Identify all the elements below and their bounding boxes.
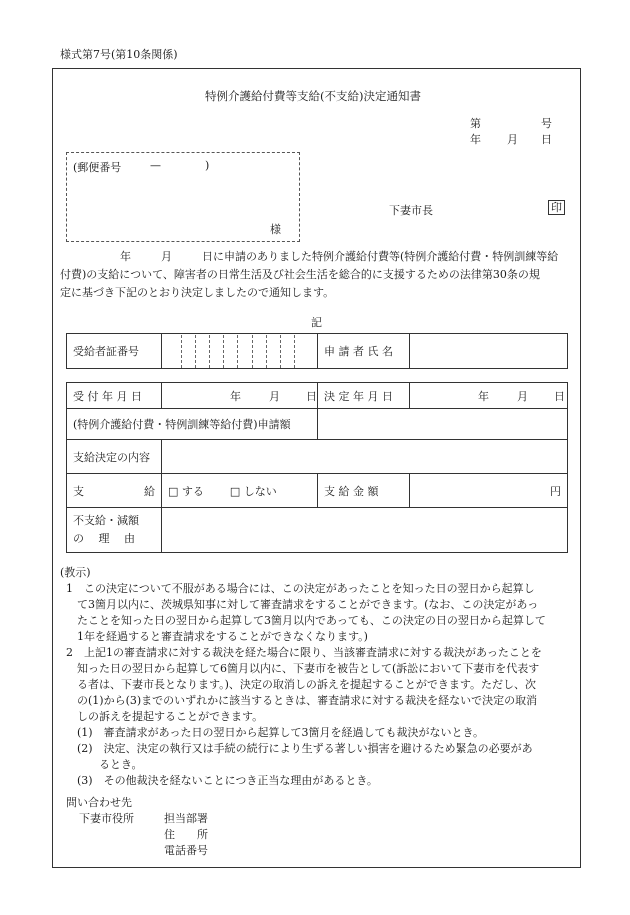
notes-section	[60, 565, 580, 789]
receipt-day: 日	[306, 389, 317, 403]
yen-unit: 円	[550, 484, 561, 498]
decision-day: 日	[554, 389, 565, 403]
note-line: 1 この決定について不服がある場合には、この決定があったことを知った日の翌日から起算し	[66, 582, 535, 595]
content-label: 支給決定の内容	[67, 440, 162, 474]
contact-heading: 問い合わせ先	[66, 796, 132, 809]
receipt-year: 年	[230, 389, 241, 403]
recipient-table	[66, 333, 568, 369]
pay-amount-value[interactable]	[410, 474, 568, 508]
recipient-id-label: 受給者証番号	[67, 334, 162, 369]
intro-month: 月	[161, 250, 172, 263]
issuer-title: 下妻市長	[389, 204, 433, 217]
receipt-date-value[interactable]	[162, 383, 318, 409]
pay-yes-checkbox[interactable]: □ する	[168, 484, 204, 498]
reason-label	[67, 508, 162, 553]
applicant-name-value[interactable]	[410, 334, 568, 369]
doc-date-year: 年	[470, 133, 481, 146]
pay-label	[67, 474, 162, 508]
content-value[interactable]	[162, 440, 568, 474]
contact-phone: 電話番号	[164, 844, 208, 857]
document-title: 特例介護給付費等支給(不支給)決定通知書	[205, 89, 421, 103]
note-line: の(1)から(3)までのいずれかに該当するときは、審査請求に対する裁決を経ないで決定の取消	[66, 694, 538, 707]
doc-number-prefix: 第	[470, 117, 481, 130]
note-line: る者は、下妻市長となります。)、決定の取消しの訴えを提起することができます。ただし、次	[66, 678, 537, 691]
decision-year: 年	[478, 389, 489, 403]
note-line: たことを知った日の翌日から起算して3箇月以内であっても、この決定の日の翌日から起算して	[66, 614, 546, 627]
decision-date-label: 決 定 年 月 日	[318, 383, 410, 409]
intro-line-1	[66, 248, 576, 266]
seal-mark: 印	[548, 200, 565, 215]
note-line: るとき。	[66, 758, 143, 771]
intro-line-2: 付費)の支給について、障害者の日常生活及び社会生活を総合的に支援するための法律第30条の規	[60, 268, 540, 281]
decision-date-value[interactable]	[410, 383, 568, 409]
ki-heading: 記	[311, 316, 322, 329]
reason-value[interactable]	[162, 508, 568, 553]
honorific: 様	[270, 223, 281, 236]
doc-number-suffix: 号	[541, 117, 552, 130]
pay-label-2: 給	[144, 484, 155, 498]
pay-amount-label: 支 給 金 額	[318, 474, 410, 508]
decision-month: 月	[517, 389, 528, 403]
contact-office: 下妻市役所	[79, 812, 134, 825]
decision-table	[66, 382, 568, 553]
note-line: (3) その他裁決を経ないことにつき正当な理由があるとき。	[66, 774, 378, 787]
reason-label-1: 不支給・減額	[73, 514, 139, 527]
doc-date-month: 月	[507, 133, 518, 146]
pay-label-1: 支	[73, 484, 84, 498]
intro-year: 年	[120, 250, 131, 263]
contact-dept: 担当部署	[164, 812, 208, 825]
reason-label-2: の 理 由	[73, 532, 135, 545]
notes-heading: (教示)	[60, 566, 91, 579]
amount-label: (特例介護給付費・特例訓練等給付費)申請額	[67, 409, 318, 440]
note-line: て3箇月以内に、茨城県知事に対して審査請求をすることができます。(なお、この決定があっ	[66, 598, 539, 611]
doc-date-day: 日	[541, 133, 552, 146]
postal-dash: —	[150, 159, 161, 172]
note-line: 1年を経過すると審査請求をすることができなくなります。)	[66, 630, 368, 643]
receipt-date-label: 受 付 年 月 日	[67, 383, 162, 409]
intro-line-3: 定に基づき下記のとおり決定しましたので通知します。	[60, 286, 335, 299]
postal-close: )	[205, 159, 210, 172]
amount-value[interactable]	[318, 409, 568, 440]
pay-choice	[162, 474, 318, 508]
intro-rest: 日に申請のありました特例介護給付費等(特例介護給付費・特例訓練等給	[202, 250, 559, 263]
note-line: 知った日の翌日から起算して6箇月以内に、下妻市を被告として(訴訟において下妻市を代表す	[66, 662, 540, 675]
receipt-month: 月	[269, 389, 280, 403]
form-number: 様式第7号(第10条関係)	[60, 48, 178, 61]
pay-no-checkbox[interactable]: □ しない	[229, 484, 277, 498]
applicant-name-label: 申 請 者 氏 名	[318, 334, 410, 369]
note-line: 2 上記1の審査請求に対する裁決を経た場合に限り、当該審査請求に対する裁決があったことを	[66, 646, 542, 659]
note-line: (2) 決定、決定の執行又は手続の続行により生ずる著しい損害を避けるため緊急の必要があ	[66, 742, 533, 755]
contact-address: 住 所	[164, 828, 208, 841]
note-line: (1) 審査請求があった日の翌日から起算して3箇月を経過しても裁決がないとき。	[66, 726, 485, 739]
recipient-id-cells[interactable]	[162, 334, 318, 369]
postal-label: (郵便番号	[73, 161, 122, 174]
note-line: しの訴えを提起することができます。	[66, 710, 264, 723]
